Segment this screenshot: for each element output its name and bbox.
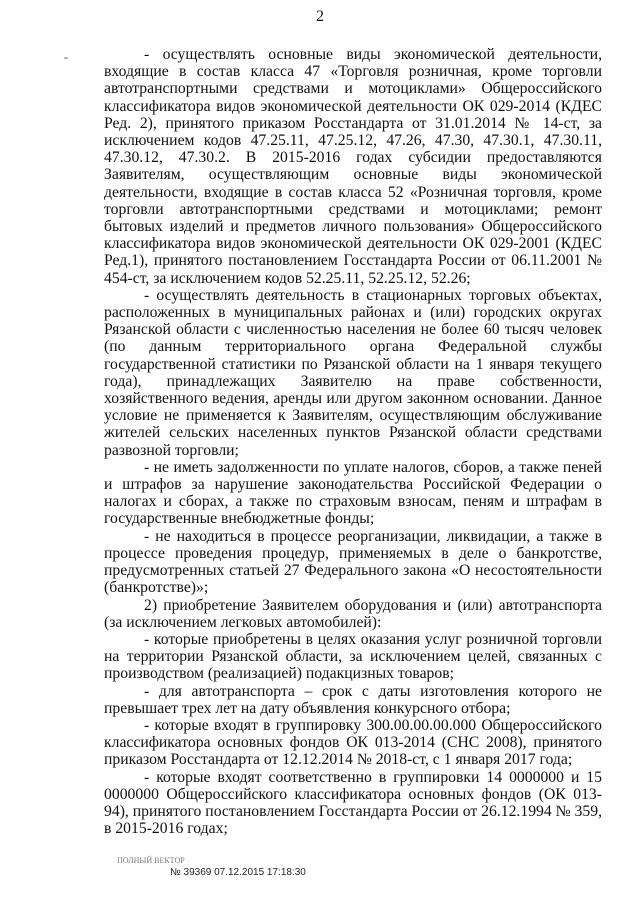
- paragraph-no-reorganization: - не находиться в процессе реорганизации, ликвидации, а также в процессе проведения процедур, применяемых в деле о банкротстве, предусмотренных статьей 27 Федерального закона «О несостоятельности (банкротстве)»;: [104, 527, 602, 597]
- paragraph-activity-class-47: - осуществлять основные виды экономической деятельности, входящие в состав класса 47 «Торговля розничная, кроме торговли автотранспортными средствами и мотоциклами» Общероссийского классификатора видов экономической деятельности ОК 029-2014 (КДЕС Ред. 2), принятого приказом Росстандарта от 31.01.2014 № 14-ст, за исключением кодов 47.25.11, 47.25.12, 47.26, 47.30, 47.30.1, 47.30.11, 47.30.12, 47.30.2. В 2015-2016 годах субсидии предоставляются Заявителям, осуществляющим основные виды экономической деятельности, входящие в состав класса 52 «Розничная торговля, кроме торговли автотранспортными средствами и мотоциклами; ремонт бытовых изделий и предметов личного пользования» Общероссийского классификатора видов экономической деятельности ОК 029-2001 (КДЕС Ред.1), принятого постановлением Госстандарта России от 06.11.2001 № 454-ст, за исключением кодов 52.25.11, 52.25.12, 52.26;: [104, 46, 602, 287]
- footer-stamp: ПОЛНЫЙ ВЕКТОР: [117, 856, 185, 865]
- paragraph-okof-2014: - которые входят в группировку 300.00.00.00.000 Общероссийского классификатора основных фондов ОК 013-2014 (СНС 2008), принятого приказом Росстандарта от 12.12.2014 № 2018-ст, с 1 января 2017 года;: [104, 716, 602, 769]
- paragraph-equipment-purchase: 2) приобретение Заявителем оборудования и (или) автотранспорта (за исключением легковых автомобилей):: [104, 596, 602, 631]
- paragraph-retail-purpose: - которые приобретены в целях оказания услуг розничной торговли на территории Рязанской области, за исключением целей, связанных с производством (реализацией) подакцизных товаров;: [104, 630, 602, 683]
- document-registration-id: № 39369 07.12.2015 17:18:30: [170, 867, 306, 878]
- document-body: [104, 46, 602, 837]
- paragraph-vehicle-age: - для автотранспорта – срок с даты изготовления которого не превышает трех лет на дату объявления конкурсного отбора;: [104, 682, 602, 717]
- paragraph-okof-1994: - которые входят соответственно в группировки 14 0000000 и 15 0000000 Общероссийского классификатора основных фондов (ОК 013-94), принятого постановлением Госстандарта России от 26.12.1994 № 359, в 2015-2016 годах;: [104, 768, 602, 838]
- paragraph-stationary-objects: - осуществлять деятельность в стационарных торговых объектах, расположенных в муниципальных районах и (или) городских округах Рязанской области с численностью населения не более 60 тысяч человек (по данным территориального органа Федеральной службы государственной статистики по Рязанской области на 1 января текущего года), принадлежащих Заявителю на праве собственности, хозяйственного ведения, аренды или другом законном основании. Данное условие не применяется к Заявителям, осуществляющим обслуживание жителей сельских населенных пунктов Рязанской области средствами развозной торговли;: [104, 286, 602, 459]
- paragraph-no-tax-debt: - не иметь задолженности по уплате налогов, сборов, а также пеней и штрафов за нарушение законодательства Российской Федерации о налогах и сборах, а также по страховым взносам, пеням и штрафам в государственные внебюджетные фонды;: [104, 458, 602, 528]
- scan-mark: -: [64, 50, 68, 64]
- page-number: 2: [316, 8, 324, 25]
